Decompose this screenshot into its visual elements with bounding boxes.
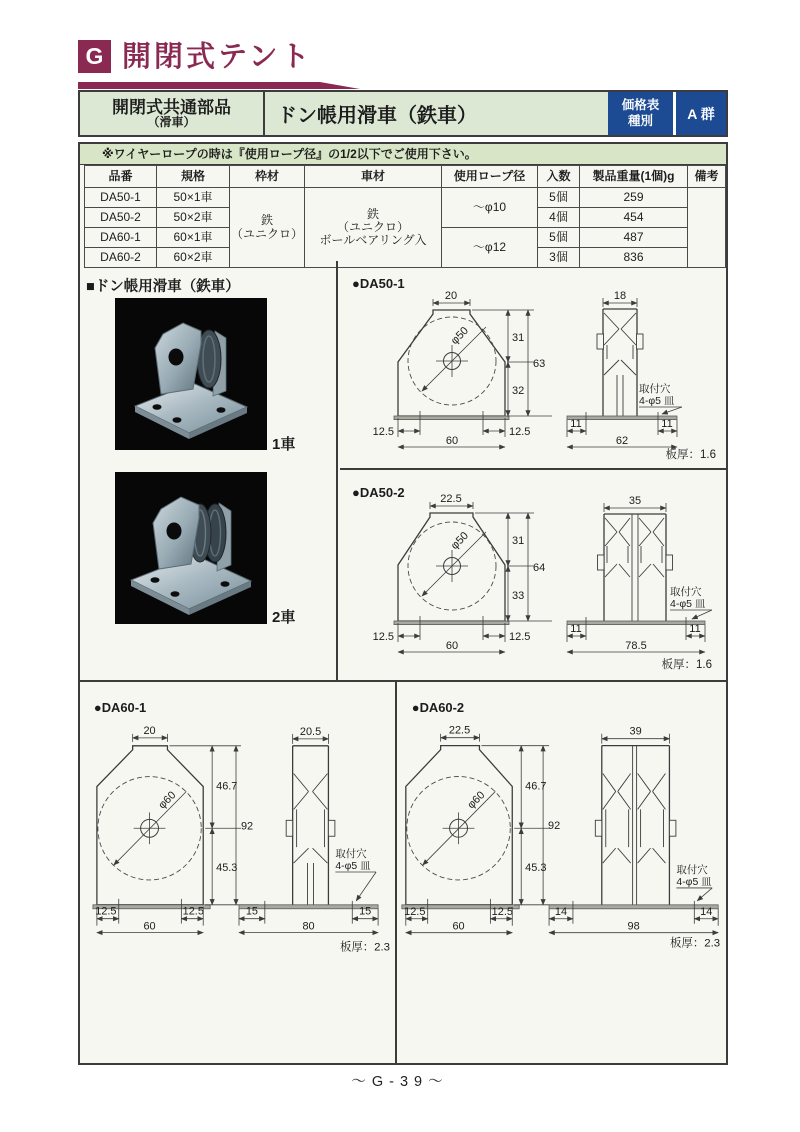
da50-2-drawing — [340, 468, 727, 687]
dim-label: 15 — [359, 905, 372, 918]
dim-label: 45.3 — [216, 862, 238, 875]
dim-label: φ60 — [156, 789, 179, 812]
dim-label: 12.5 — [404, 905, 426, 918]
spec-cell: 50×2車 — [157, 208, 230, 228]
dim-label: 33 — [511, 590, 524, 602]
dim-label: 62 — [615, 435, 628, 447]
dim-label: 12.5 — [95, 905, 117, 918]
model-cell: DA50-1 — [85, 188, 157, 208]
qty-cell: 3個 — [538, 248, 580, 268]
remarks-cell — [688, 188, 726, 268]
spec-cell: 60×2車 — [157, 248, 230, 268]
page-number: ～G-39～ — [351, 1074, 449, 1090]
dim-label: 60 — [445, 640, 458, 652]
dim-label: 14 — [700, 905, 713, 918]
model-cell: DA60-2 — [85, 248, 157, 268]
frame-material-line: （ユニクロ） — [230, 226, 303, 241]
usage-note: ※ワイヤーロープの時は『使用ロープ径』の1/2以下でご使用下さい。 — [80, 144, 726, 165]
dim-label: 11 — [569, 623, 582, 635]
col-header-wheel: 車材 — [305, 166, 442, 188]
price-badge-line1: 価格表 — [621, 97, 660, 112]
drawing-label: ●DA60-1 — [93, 700, 147, 716]
wheel-material-line: 鉄 — [366, 206, 379, 221]
col-header-frame: 枠材 — [230, 166, 305, 188]
dim-label: 63 — [532, 358, 545, 370]
band-tail-shape — [320, 82, 360, 89]
price-group-badge: A 群 — [673, 92, 726, 135]
category-cell — [80, 92, 265, 135]
page-title: 開閉式テント — [122, 41, 313, 73]
spec-cell: 60×1車 — [157, 228, 230, 248]
dim-label: 98 — [627, 920, 640, 933]
qty-cell: 4個 — [538, 208, 580, 228]
dim-label: φ50 — [448, 529, 471, 552]
dim-label: 22.5 — [439, 493, 462, 505]
col-header-qty: 入数 — [538, 166, 580, 188]
photo-panel-heading: ■ドン帳用滑車（鉄車） — [86, 279, 240, 295]
photo-label-single: 1車 — [272, 436, 296, 453]
category-subtitle: （滑車） — [147, 115, 196, 130]
thickness-note: 板厚：2.3 — [339, 941, 391, 954]
qty-cell: 5個 — [538, 228, 580, 248]
mount-hole-note: 4-φ5 皿 — [335, 861, 371, 873]
dim-label: 45.3 — [525, 862, 547, 875]
drawing-label: ●DA60-2 — [411, 699, 465, 715]
pulley-photo-single — [115, 298, 267, 450]
dim-label: 15 — [245, 905, 258, 918]
rope-dia-cell: ～φ12 — [442, 228, 538, 268]
dim-label: 60 — [445, 435, 458, 447]
dim-label: 22.5 — [448, 724, 471, 737]
thickness-note: 板厚：1.6 — [665, 449, 716, 461]
dim-label: 11 — [688, 623, 701, 635]
dim-label: 31 — [511, 535, 524, 547]
da60-drawings-row — [80, 680, 726, 1063]
model-cell: DA60-1 — [85, 228, 157, 248]
dim-label: 35 — [628, 495, 641, 507]
da60-2-drawing — [397, 682, 726, 1063]
price-list-type-badge — [608, 92, 673, 135]
dim-label: 12.5 — [491, 905, 513, 918]
da50-drawings-column — [340, 261, 727, 680]
mount-hole-note: 4-φ5 皿 — [638, 395, 674, 407]
thickness-note: 板厚：2.3 — [670, 937, 721, 950]
dim-label: 80 — [302, 920, 315, 933]
product-header-bar — [78, 90, 728, 137]
dim-label: 11 — [660, 418, 673, 430]
dim-label: 31 — [511, 332, 524, 344]
dim-label: 12.5 — [508, 426, 530, 438]
photo-panel — [80, 261, 338, 680]
mount-hole-note: 4-φ5 皿 — [676, 876, 712, 888]
drawing-label: ●DA50-1 — [351, 276, 405, 291]
dim-label: 14 — [554, 905, 568, 918]
mount-hole-note: 取付穴 — [638, 383, 670, 395]
wheel-material-line: （ユニクロ） — [336, 219, 409, 234]
dim-label: 11 — [569, 418, 582, 430]
col-header-weight: 製品重量(1個)g — [580, 166, 688, 188]
weight-cell: 259 — [580, 188, 688, 208]
col-header-model: 品番 — [85, 166, 157, 188]
dim-label: 92 — [240, 820, 254, 833]
dim-label: φ60 — [465, 789, 488, 812]
dim-label: 46.7 — [525, 780, 547, 793]
da60-1-drawing — [80, 682, 397, 1063]
mount-hole-note: 取付穴 — [669, 586, 701, 598]
content-box — [78, 142, 728, 1065]
spec-cell: 50×1車 — [157, 188, 230, 208]
dim-label: 12.5 — [508, 631, 530, 643]
photo-label-double: 2車 — [272, 609, 296, 626]
weight-cell: 454 — [580, 208, 688, 228]
dim-label: 18 — [613, 290, 626, 302]
dim-label: 46.7 — [216, 780, 238, 793]
dim-label: 60 — [143, 920, 156, 933]
dim-label: 60 — [452, 920, 465, 933]
qty-cell: 5個 — [538, 188, 580, 208]
col-header-remarks: 備考 — [688, 166, 726, 188]
dim-label: 20.5 — [299, 725, 322, 738]
title-underline-band — [78, 82, 320, 89]
category-title: 開閉式共通部品 — [112, 97, 231, 117]
dim-label: 12.5 — [372, 631, 394, 643]
weight-cell: 836 — [580, 248, 688, 268]
mount-hole-note: 取付穴 — [335, 849, 367, 861]
dim-label: 20 — [143, 724, 156, 737]
product-title-cell — [265, 92, 608, 135]
wheel-material-cell — [305, 188, 442, 268]
dim-label: 20 — [444, 290, 457, 302]
wheel-material-line: ボールベアリング入 — [319, 233, 427, 248]
col-header-spec: 規格 — [157, 166, 230, 188]
table-row — [85, 188, 726, 208]
dim-label: 39 — [629, 725, 642, 738]
dim-label: 78.5 — [624, 640, 647, 652]
section-letter-badge: G — [78, 40, 111, 73]
da50-1-drawing — [340, 261, 727, 463]
product-title: ドン帳用滑車（鉄車） — [277, 105, 477, 127]
model-cell: DA50-2 — [85, 208, 157, 228]
mount-hole-note: 取付穴 — [676, 864, 708, 876]
frame-material-line: 鉄 — [260, 213, 273, 228]
frame-material-cell — [230, 188, 305, 268]
dim-label: 12.5 — [182, 905, 204, 918]
weight-cell: 487 — [580, 228, 688, 248]
dim-label: 64 — [532, 562, 545, 574]
pulley-photo-double — [115, 472, 267, 624]
price-badge-line2: 種別 — [627, 113, 653, 128]
dim-label: φ50 — [448, 324, 471, 347]
dim-label: 12.5 — [372, 426, 394, 438]
spec-table — [84, 165, 726, 268]
col-header-rope: 使用ロープ径 — [442, 166, 538, 188]
dim-label: 32 — [511, 385, 524, 397]
table-header-row — [85, 166, 726, 188]
dim-label: 92 — [548, 820, 561, 833]
rope-dia-cell: ～φ10 — [442, 188, 538, 228]
thickness-note: 板厚：1.6 — [661, 659, 712, 671]
drawing-label: ●DA50-2 — [351, 485, 405, 500]
mount-hole-note: 4-φ5 皿 — [669, 598, 705, 610]
